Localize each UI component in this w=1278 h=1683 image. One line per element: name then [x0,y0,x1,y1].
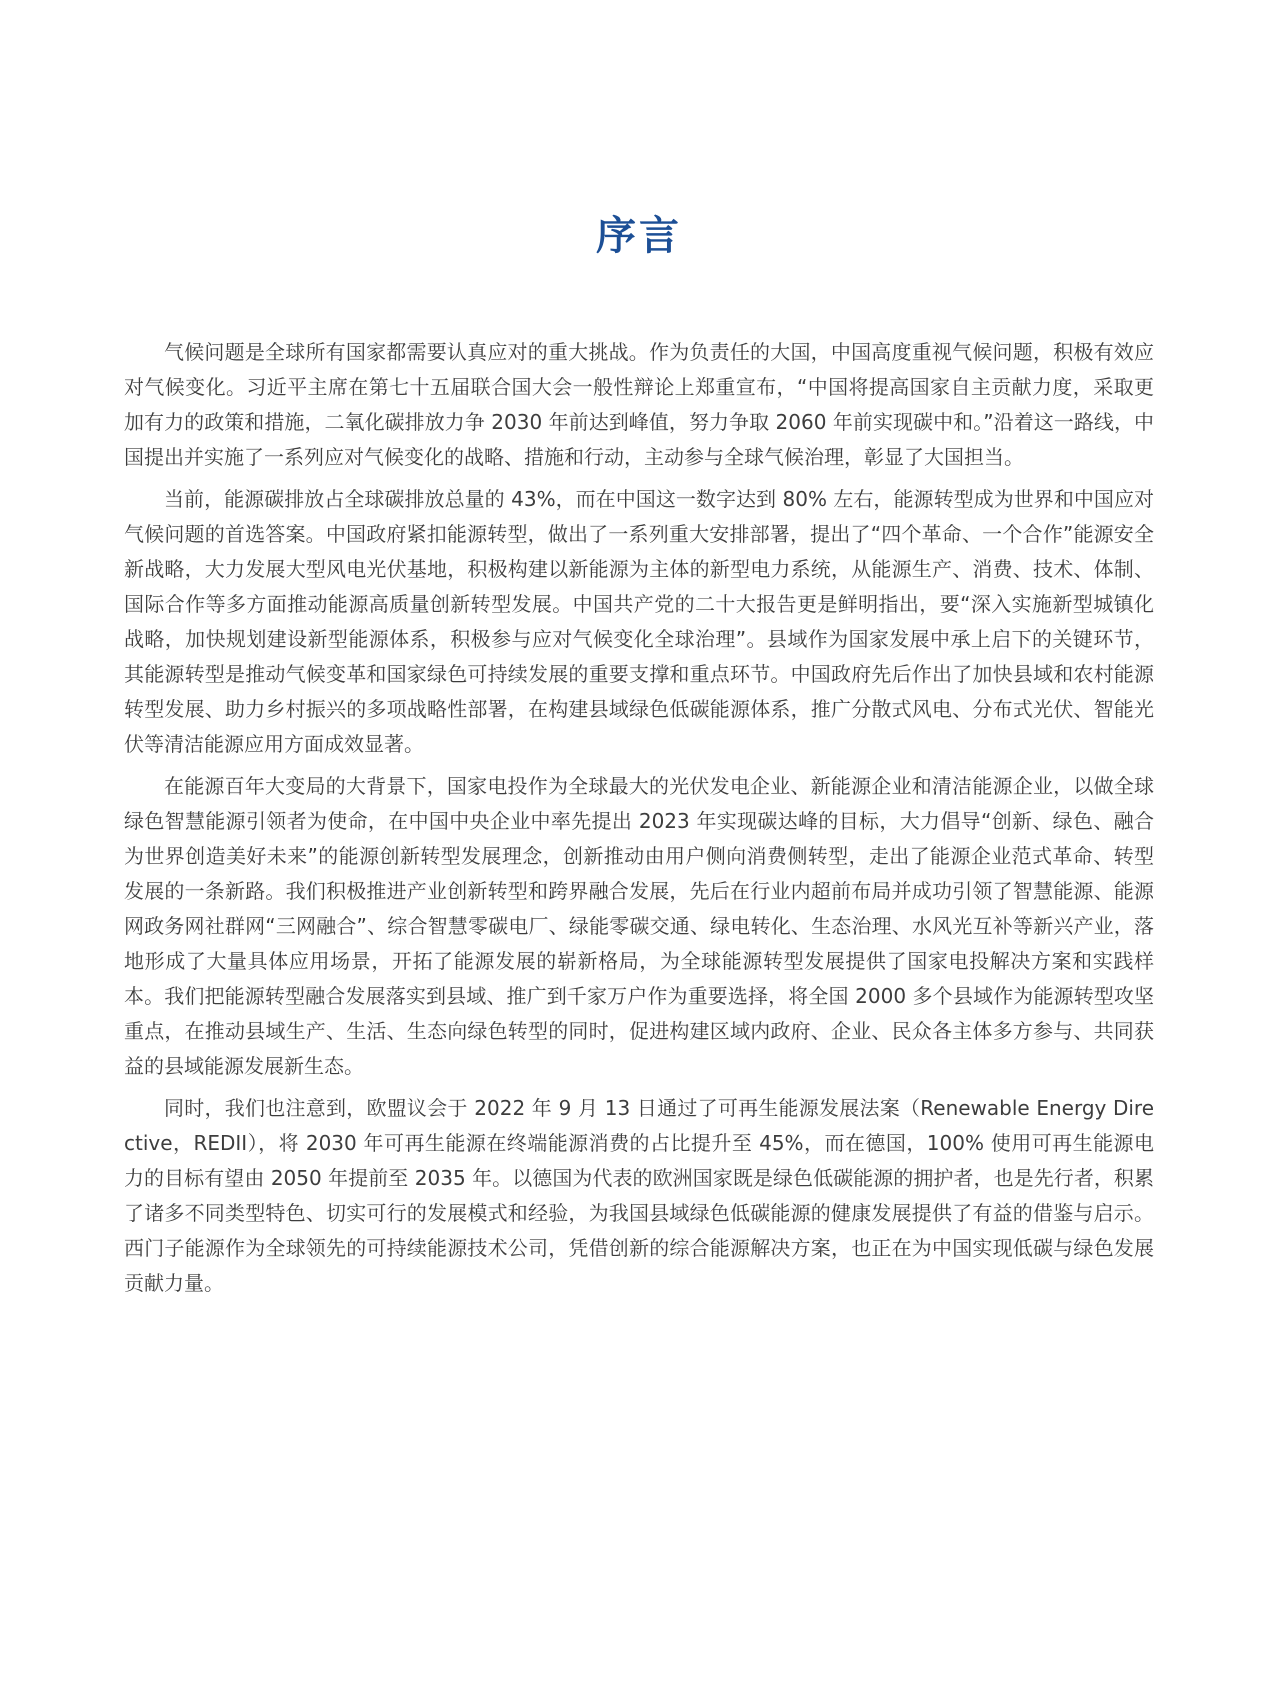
paragraph-2: 当前，能源碳排放占全球碳排放总量的 43%，而在中国这一数字达到 80% 左右，能源转型成为世界和中国应对气候问题的首选答案。中国政府紧扣能源转型，做出了一系列重大安排部署，提出了“四个革命、一个合作”能源安全新战略，大力发展大型风电光伏基地，积极构建以新能源为主体的新型电力系统，从能源生产、消费、技术、体制、国际合作等多方面推动能源高质量创新转型发展。中国共产党的二十大报告更是鲜明指出，要“深入实施新型城镇化战略，加快规划建设新型能源体系，积极参与应对气候变化全球治理”。县域作为国家发展中承上启下的关键环节，其能源转型是推动气候变革和国家绿色可持续发展的重要支撑和重点环节。中国政府先后作出了加快县域和农村能源转型发展、助力乡村振兴的多项战略性部署，在构建县域绿色低碳能源体系，推广分散式风电、分布式光伏、智能光伏等清洁能源应用方面成效显著。 [124,487,1154,756]
page-title: 序言 [596,213,682,259]
paragraph-1: 气候问题是全球所有国家都需要认真应对的重大挑战。作为负责任的大国，中国高度重视气候问题，积极有效应对气候变化。习近平主席在第七十五届联合国大会一般性辩论上郑重宣布，“中国将提高国家自主贡献力度，采取更加有力的政策和措施，二氧化碳排放力争 2030 年前达到峰值，努力争取 2060 年前实现碳中和。”沿着这一路线，中国提出并实施了一系列应对气候变化的战略、措施和行动，主动参与全球气候治理，彰显了大国担当。 [124,340,1154,469]
preface-body [124,335,1154,1308]
paragraph-3: 在能源百年大变局的大背景下，国家电投作为全球最大的光伏发电企业、新能源企业和清洁能源企业，以做全球绿色智慧能源引领者为使命，在中国中央企业中率先提出 2023 年实现碳达峰的目标，大力倡导“创新、绿色、融合为世界创造美好未来”的能源创新转型发展理念，创新推动由用户侧向消费侧转型，走出了能源企业范式革命、转型发展的一条新路。我们积极推进产业创新转型和跨界融合发展，先后在行业内超前布局并成功引领了智慧能源、能源网政务网社群网“三网融合”、综合智慧零碳电厂、绿能零碳交通、绿电转化、生态治理、水风光互补等新兴产业，落地形成了大量具体应用场景，开拓了能源发展的崭新格局，为全球能源转型发展提供了国家电投解决方案和实践样本。我们把能源转型融合发展落实到县域、推广到千家万户作为重要选择，将全国 2000 多个县域作为能源转型攻坚重点，在推动县域生产、生活、生态向绿色转型的同时，促进构建区域内政府、企业、民众各主体多方参与、共同获益的县域能源发展新生态。 [124,774,1154,1078]
paragraph-4: 同时，我们也注意到，欧盟议会于 2022 年 9 月 13 日通过了可再生能源发展法案（Renewable Energy Directive，REDII），将 2030 年可再生能源在终端能源消费的占比提升至 45%，而在德国，100% 使用可再生能源电力的目标有望由 2050 年提前至 2035 年。以德国为代表的欧洲国家既是绿色低碳能源的拥护者，也是先行者，积累了诸多不同类型特色、切实可行的发展模式和经验，为我国县域绿色低碳能源的健康发展提供了有益的借鉴与启示。西门子能源作为全球领先的可持续能源技术公司，凭借创新的综合能源解决方案，也正在为中国实现低碳与绿色发展贡献力量。 [124,1096,1154,1295]
